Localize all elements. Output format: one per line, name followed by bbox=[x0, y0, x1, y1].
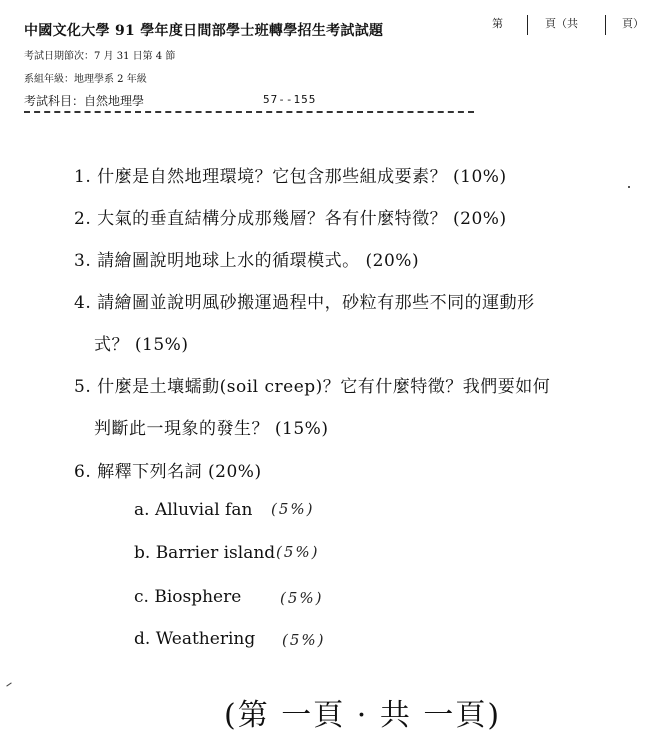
handwritten-score-mark: (5%) bbox=[282, 631, 326, 649]
term-biosphere: c. Biosphere bbox=[134, 587, 242, 607]
term-barrier-island: b. Barrier island bbox=[134, 543, 276, 563]
question-2: 2. 大氣的垂直結構分成那幾層？各有什麼特徵？ (20%) bbox=[74, 209, 507, 229]
question-6: 6. 解釋下列名詞 (20%) bbox=[74, 462, 262, 482]
page-footer: (第 一頁 · 共 一頁) bbox=[224, 698, 502, 733]
question-4-continuation: 式？ (15%) bbox=[94, 335, 189, 355]
question-5: 5. 什麼是土壤蠕動(soil creep)？它有什麼特徵？我們要如何 bbox=[74, 377, 551, 397]
header-divider bbox=[24, 111, 474, 113]
page-divider bbox=[605, 15, 606, 35]
page-number-label: 第 bbox=[492, 17, 503, 30]
term-weathering: d. Weathering bbox=[134, 629, 256, 649]
exam-subject: 考試科目：自然地理學 bbox=[24, 94, 145, 108]
scan-artifact bbox=[6, 682, 11, 686]
page-total-label: 頁（共 bbox=[545, 17, 578, 30]
handwritten-score-mark: (5%) bbox=[276, 543, 320, 561]
question-1: 1. 什麼是自然地理環境？它包含那些組成要素？ (10%) bbox=[74, 167, 507, 187]
department-grade: 系組年級：地理學系 2 年級 bbox=[24, 74, 147, 85]
exam-code: 57--155 bbox=[263, 93, 317, 106]
question-5-continuation: 判斷此一現象的發生？ (15%) bbox=[94, 419, 329, 439]
exam-time: 考試日期節次：7 月 31 日第 4 節 bbox=[24, 51, 176, 62]
exam-title: 中國文化大學 91 學年度日間部學士班轉學招生考試試題 bbox=[24, 23, 384, 39]
scan-artifact bbox=[628, 186, 630, 188]
handwritten-score-mark: (5%) bbox=[280, 589, 324, 607]
handwritten-score-mark: (5%) bbox=[271, 500, 315, 518]
page-end-label: 頁） bbox=[622, 17, 644, 30]
term-alluvial-fan: a. Alluvial fan bbox=[134, 500, 253, 520]
page-divider bbox=[527, 15, 528, 35]
question-3: 3. 請繪圖說明地球上水的循環模式。 (20%) bbox=[74, 251, 420, 271]
question-4: 4. 請繪圖並說明風砂搬運過程中，砂粒有那些不同的運動形 bbox=[74, 293, 535, 313]
